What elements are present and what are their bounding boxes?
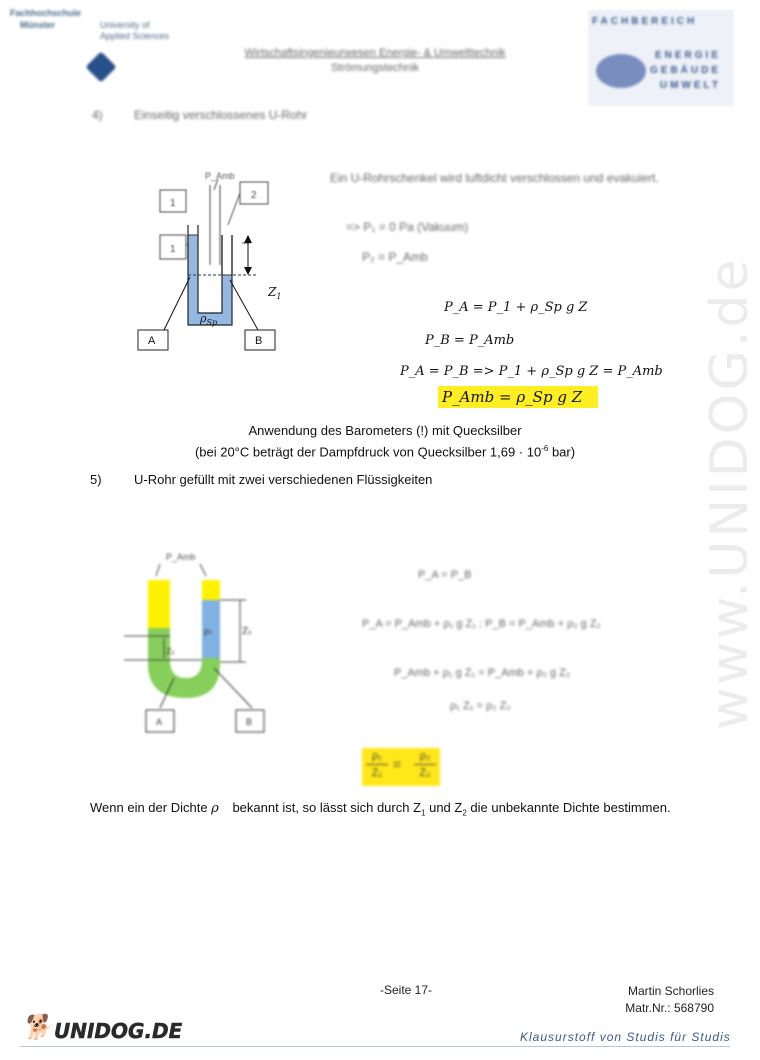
- subject-title: Strömungstechnik: [330, 62, 420, 74]
- department-words: ENERGIE GEBÄUDE UMWELT: [650, 50, 722, 91]
- diagram4-z-label: $Z_1$: [268, 285, 282, 301]
- page-number: -Seite 17-: [380, 983, 433, 997]
- logo-diamond-icon: [85, 51, 116, 82]
- formula-pa-pb: P_A = P_B => P_1 + ρ_Sp g Z = P_Amb: [400, 364, 663, 379]
- section5-title: U-Rohr gefüllt mit zwei verschiedenen Flüssigkeiten: [134, 472, 433, 487]
- logo-line3: University of Applied Sciences: [100, 20, 170, 41]
- section5-heading: [90, 472, 433, 487]
- diagram5-z1-label: Z₁: [242, 627, 252, 637]
- svg-text:B: B: [246, 717, 253, 727]
- svg-text:A: A: [148, 335, 156, 347]
- logo-line2: Münster: [20, 20, 56, 30]
- formula-pb: P_B = P_Amb: [425, 333, 515, 348]
- section5-eq4: ρ₁ Z₁ = ρ₂ Z₂: [450, 700, 511, 712]
- watermark-text: www.UNIDOG.de: [700, 256, 760, 730]
- diagram4-pamb-label: P_Amb: [205, 171, 235, 181]
- author-name: Martin Schorlies: [627, 984, 714, 998]
- svg-text:2: 2: [251, 190, 257, 201]
- section4-number: 4): [92, 108, 103, 122]
- department-logo-icon: [596, 54, 646, 88]
- section4-eq-p2: P₂ = P_Amb: [362, 250, 428, 264]
- logo-line1: Fachhochschule: [10, 8, 82, 18]
- section4-description: Ein U-Rohrschenkel wird luftdicht verschlossen und evakuiert.: [330, 171, 659, 185]
- caption-line2: (bei 20°C beträgt der Dampfdruck von Quecksilber $1,69 \cdot 10^{-6}$ bar): [194, 444, 576, 460]
- section5-eq1: P_A = P_B: [418, 569, 472, 581]
- svg-text:1: 1: [170, 244, 176, 255]
- university-logo: [10, 8, 190, 80]
- footer-slogan: Klausurstoff von Studis für Studis: [520, 1030, 731, 1044]
- svg-text:1: 1: [170, 198, 176, 209]
- u-tube-two-fluids-diagram: [118, 548, 278, 743]
- diagram5-rho1-label: ρ₁: [204, 627, 213, 637]
- svg-text:A: A: [156, 717, 163, 727]
- author-block: [600, 983, 714, 1017]
- matriculation-number: Matr.Nr.: 568790: [625, 1001, 714, 1015]
- svg-text:B: B: [255, 335, 263, 347]
- header-title: [200, 46, 550, 76]
- department-logo: [588, 10, 734, 106]
- section4-heading: [92, 108, 308, 122]
- barometer-caption: [150, 422, 620, 461]
- ratio-left: ρ₁ Z₁: [366, 748, 388, 781]
- dog-icon: 🐕: [22, 1013, 52, 1041]
- section5-number: 5): [90, 472, 102, 487]
- course-title: Wirtschaftsingenieurwesen Energie- & Umwelttechnik: [244, 47, 506, 59]
- formula-pa: P_A = P_1 + ρ_Sp g Z: [444, 300, 588, 315]
- caption-line1: Anwendung des Barometers (!) mit Quecksilber: [248, 423, 522, 438]
- diagram5-pamb-label: P_Amb: [166, 552, 196, 562]
- section5-eq3: P_Amb + ρ₁ g Z₁ = P_Amb + ρ₂ g Z₂: [394, 667, 571, 679]
- diagram5-z2-label: Z₂: [166, 647, 175, 656]
- diagram4-rho-label: $\rho_{Sp}$: [200, 312, 218, 327]
- section4-eq-vacuum: => P₁ = 0 Pa (Vakuum): [346, 220, 469, 234]
- brand-text: UNIDOG.DE: [54, 1019, 183, 1043]
- section4-title: Einseitig verschlossenes U-Rohr: [134, 108, 308, 122]
- footer-divider: [20, 1046, 730, 1047]
- u-tube-closed-diagram: [130, 165, 310, 360]
- ratio-right: ρ₂ Z₂: [414, 748, 436, 781]
- ratio-equals: =: [393, 756, 402, 772]
- section5-eq2: P_A = P_Amb + ρ₁ g Z₁ ; P_B = P_Amb + ρ₂ g Z₂: [362, 618, 601, 630]
- department-top: FACHBEREICH: [592, 16, 698, 27]
- final-sentence: Wenn ein der Dichte ρ bekannt ist, so lässt sich durch $Z_1$ und $Z_2$ die unbekannte Dichte bestimmen.: [90, 800, 671, 818]
- formula-barometer-highlight: P_Amb = ρ_Sp g Z: [438, 386, 598, 408]
